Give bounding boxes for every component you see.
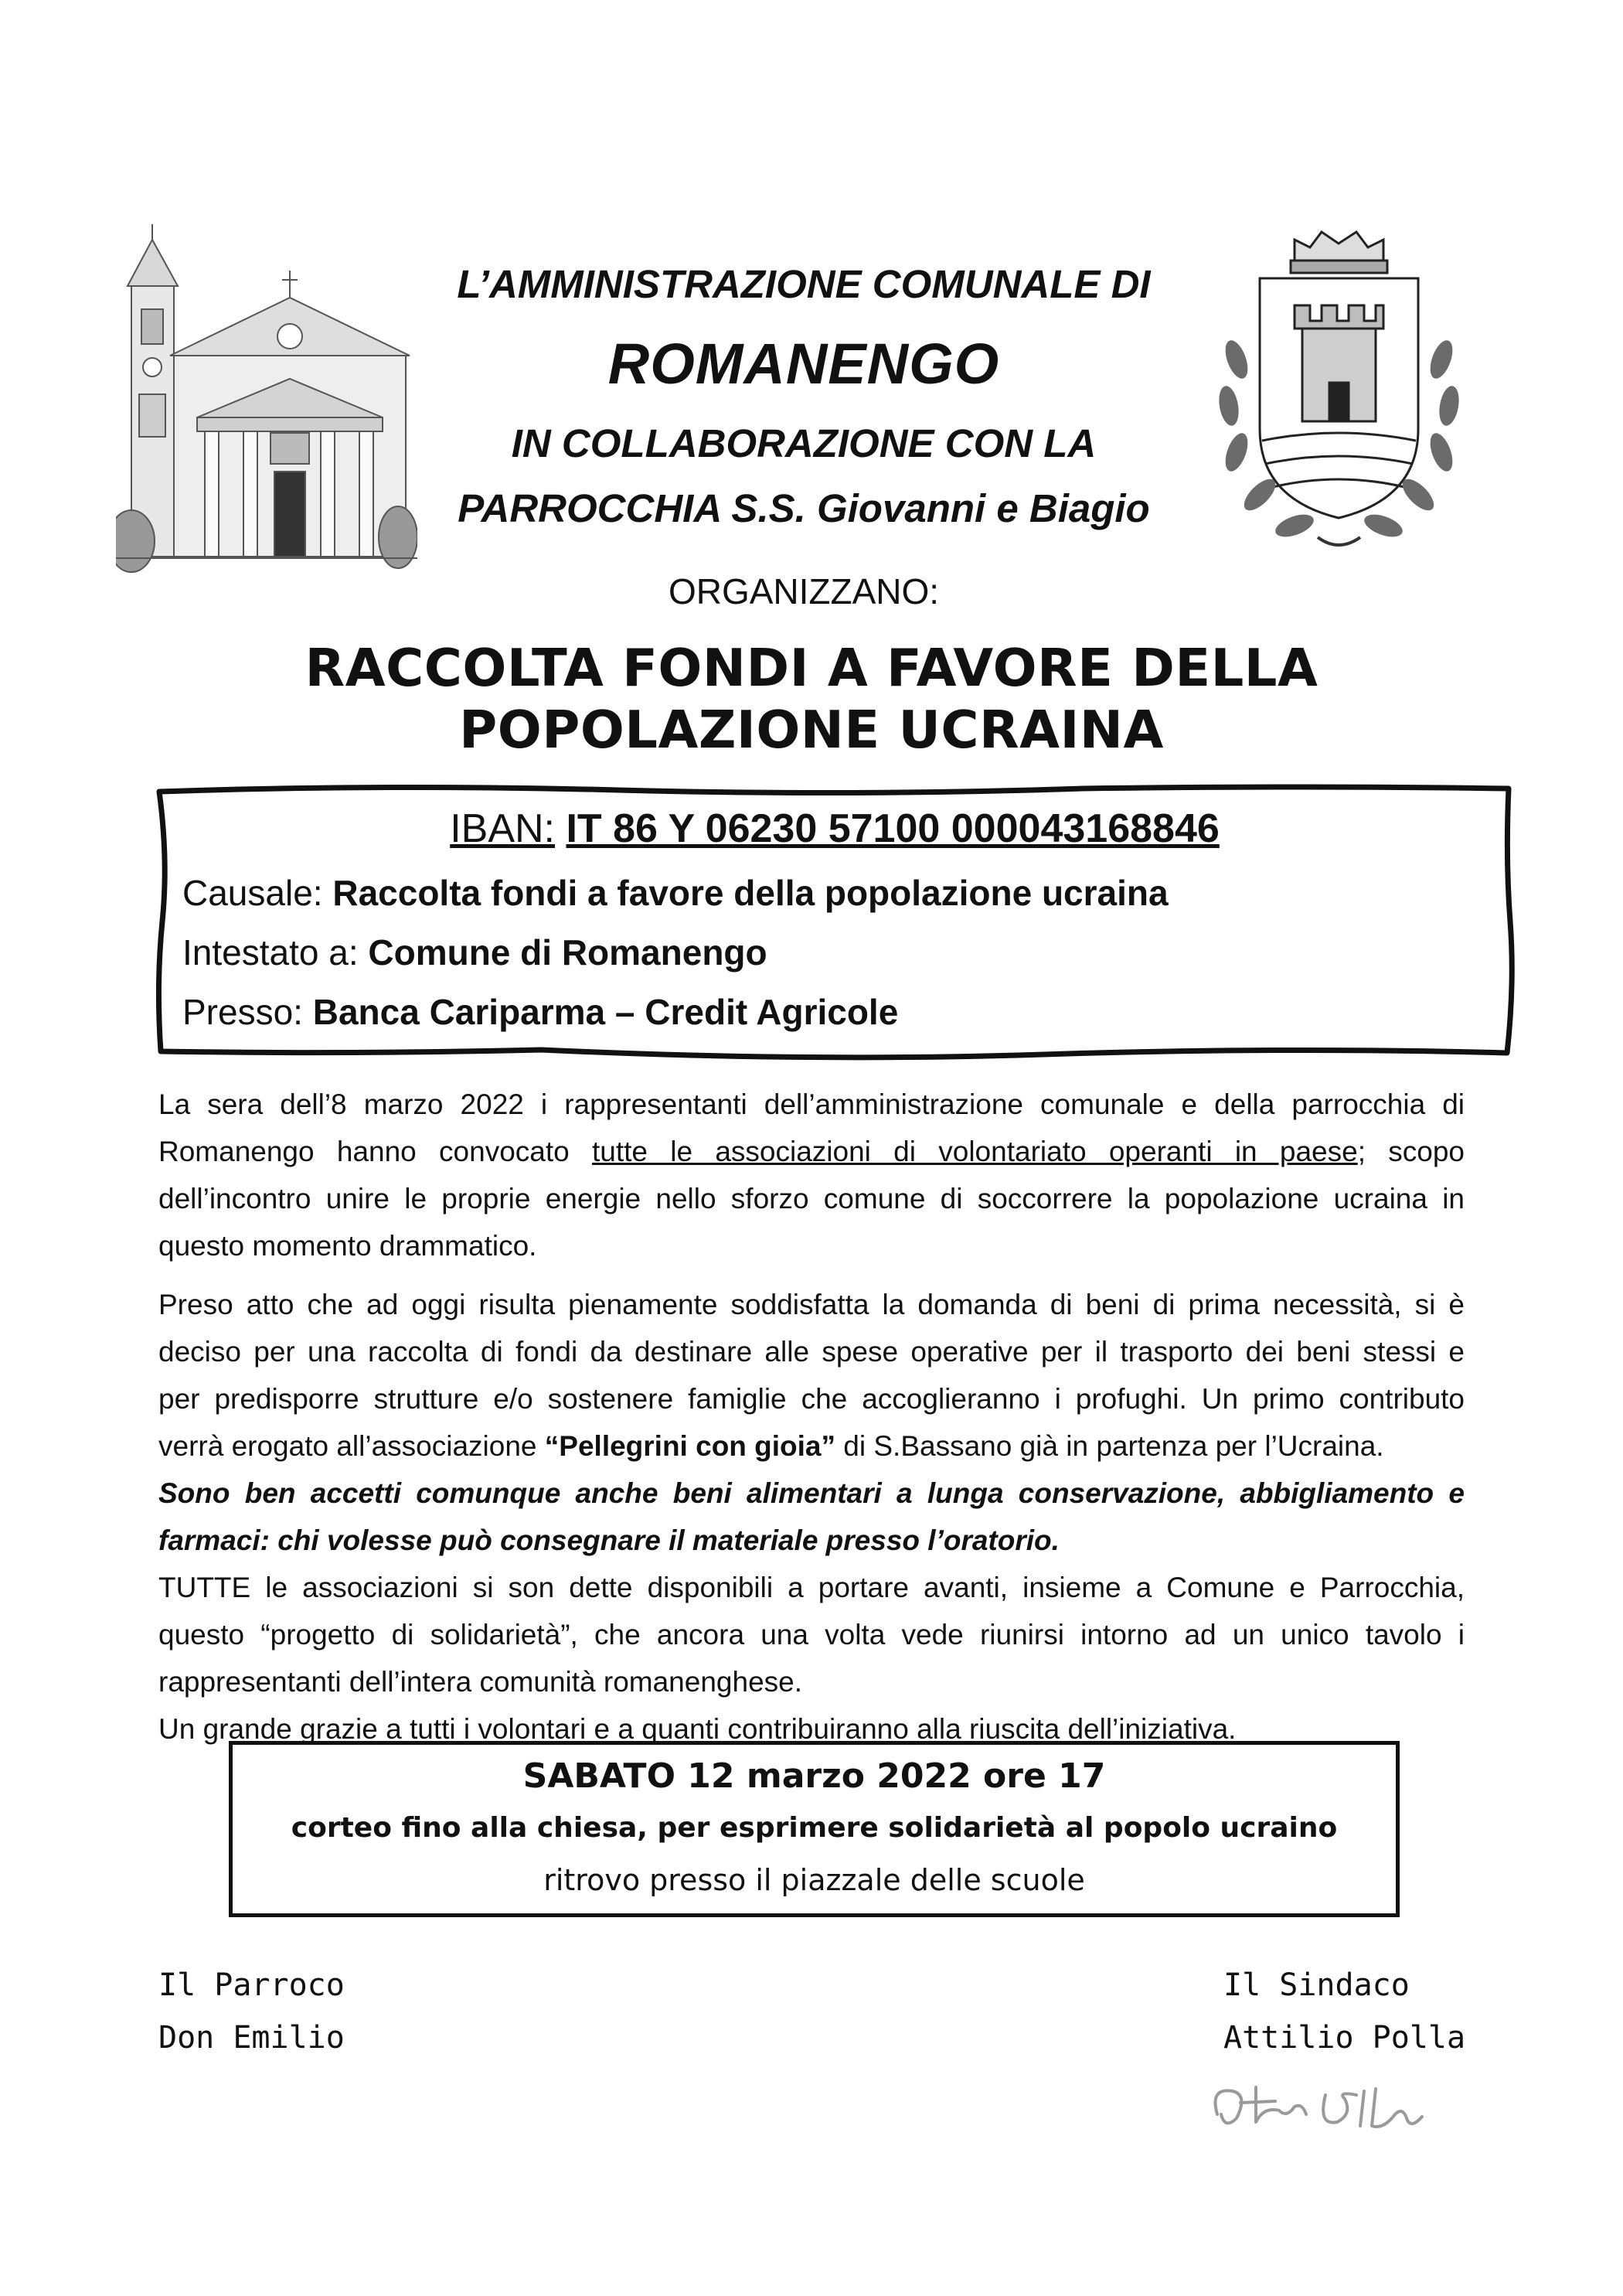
- causale-value: Raccolta fondi a favore della popolazione ucraina: [332, 873, 1169, 913]
- p2-line-5: Sono ben accetti comunque anche beni alimentari a lunga conservazione, abbigliamento e: [158, 1477, 1465, 1509]
- sindaco-name: Attilio Polla: [1223, 2020, 1466, 2056]
- p1-line-1: La sera dell’8 marzo 2022 i rappresentanti dell’amministrazione comunale e della parrocchia di: [158, 1088, 1465, 1120]
- causale-label: Causale:: [182, 873, 323, 913]
- paragraph-1: [158, 1081, 1465, 1269]
- p2-line-8: questo “progetto di solidarietà”, che ancora una volta vede riunirsi intorno ad un unico tavolo i: [158, 1619, 1465, 1650]
- p2-line-7: TUTTE le associazioni si son dette disponibili a portare avanti, insieme a Comune e Parrocchia,: [158, 1572, 1465, 1603]
- intestato-line: [182, 932, 767, 973]
- presso-label: Presso:: [182, 992, 303, 1032]
- header-town-name: ROMANENGO: [607, 332, 1000, 396]
- p2-line-4: [158, 1422, 1465, 1470]
- iban-line: [155, 806, 1515, 852]
- p1-underlined-text: tutte le associazioni di volontariato operanti in paese: [592, 1136, 1358, 1167]
- p1-line-2-end: ; scopo: [1357, 1136, 1465, 1167]
- paragraph-2: [158, 1281, 1465, 1753]
- presso-value: Banca Cariparma – Credit Agricole: [312, 992, 899, 1032]
- event-date: SABATO 12 marzo 2022 ore 17: [522, 1756, 1106, 1796]
- iban-value: IT 86 Y 06230 57100 000043168846: [566, 806, 1220, 851]
- p2-line-6: farmaci: chi volesse può consegnare il materiale presso l’oratorio.: [158, 1524, 1060, 1556]
- p2-line-2: deciso per una raccolta di fondi da destinare alle spese operative per il trasporto dei beni stessi e: [158, 1336, 1465, 1368]
- parroco-name: Don Emilio: [158, 2020, 345, 2056]
- intestato-value: Comune di Romanengo: [368, 932, 767, 973]
- mayor-signature: [1202, 2072, 1434, 2138]
- title-line-2: POPOLAZIONE UCRAINA: [459, 700, 1164, 760]
- presso-line: [182, 991, 898, 1033]
- p1-line-3: dell’incontro unire le proprie energie nello sforzo comune di soccorrere la popolazione ucraina in: [158, 1183, 1465, 1214]
- header-line-3: IN COLLABORAZIONE CON LA: [511, 421, 1097, 465]
- intestato-label: Intestato a:: [182, 932, 359, 973]
- parroco-title: Il Parroco: [158, 1967, 345, 2003]
- organizzano-label: ORGANIZZANO:: [668, 571, 940, 611]
- p2-line-4-start: verrà erogato all’associazione: [158, 1430, 545, 1462]
- sindaco-title: Il Sindaco: [1223, 1967, 1410, 2003]
- causale-line: [182, 872, 1169, 914]
- p2-line-1: Preso atto che ad oggi risulta pienamente soddisfatta la domanda di beni di prima necessità, si è: [158, 1289, 1465, 1320]
- event-meeting-point: ritrovo presso il piazzale delle scuole: [543, 1863, 1085, 1897]
- p2-line-3: per predisporre strutture e/o sostenere famiglie che accoglieranno i profughi. Un primo contributo: [158, 1383, 1465, 1415]
- title-line-1: RACCOLTA FONDI A FAVORE DELLA: [305, 638, 1318, 698]
- p1-line-4: questo momento drammatico.: [158, 1230, 537, 1262]
- p2-line-4-end: di S.Bassano già in partenza per l’Ucraina.: [835, 1430, 1384, 1462]
- header-line-4: PARROCCHIA S.S. Giovanni e Biagio: [458, 486, 1150, 530]
- p2-line-10: Un grande grazie a tutti i volontari e a quanti contribuiranno alla riuscita dell’iniziativa.: [158, 1713, 1237, 1745]
- iban-label: IBAN:: [450, 806, 556, 851]
- p2-line-9: rappresentanti dell’intera comunità romanenghese.: [158, 1666, 803, 1698]
- header-line-1: L’AMMINISTRAZIONE COMUNALE DI: [457, 262, 1151, 306]
- association-name: “Pellegrini con gioia”: [544, 1430, 836, 1462]
- p1-line-2: [158, 1128, 1465, 1175]
- p1-line-2-start: Romanengo hanno convocato: [158, 1136, 592, 1167]
- event-description: corteo fino alla chiesa, per esprimere solidarietà al popolo ucraino: [291, 1812, 1338, 1844]
